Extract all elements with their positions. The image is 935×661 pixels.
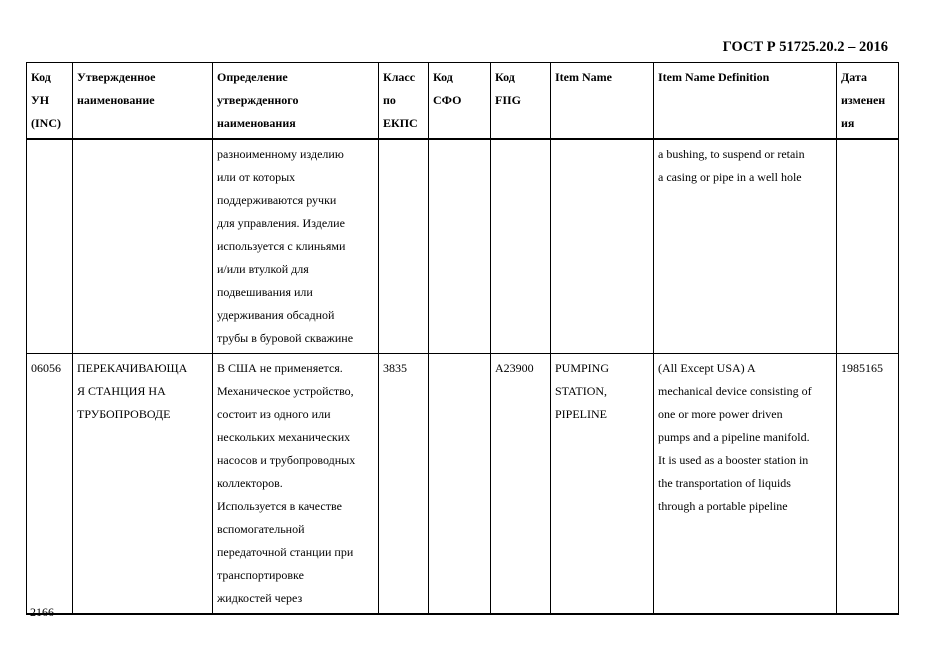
cell-fiig: [491, 139, 551, 354]
cell-date: [837, 139, 899, 354]
table-row: [27, 354, 899, 615]
catalog-table: [26, 62, 899, 615]
cell-item-name: PUMPING STATION, PIPELINE: [551, 354, 654, 615]
table-header-row: [27, 63, 899, 140]
cell-item-definition: (All Except USA) A mechanical device consisting of one or more power driven pumps and a pipeline manifold. It is used as a booster station in the transportation of liquids through a portable pipeline: [654, 354, 837, 615]
header-fiig-code: Код FIIG: [491, 63, 551, 140]
table-row: [27, 139, 899, 354]
cell-class: 3835: [379, 354, 429, 615]
cell-class: [379, 139, 429, 354]
cell-name: [73, 139, 213, 354]
cell-fiig: A23900: [491, 354, 551, 615]
header-inc-code: Код УН (INC): [27, 63, 73, 140]
cell-date: 1985165: [837, 354, 899, 615]
header-approved-name: Утвержденное наименование: [73, 63, 213, 140]
cell-name: ПЕРЕКАЧИВАЮЩА Я СТАНЦИЯ НА ТРУБОПРОВОДЕ: [73, 354, 213, 615]
cell-inc: 06056: [27, 354, 73, 615]
header-sfo-code: Код СФО: [429, 63, 491, 140]
document-standard-header: ГОСТ Р 51725.20.2 – 2016: [722, 39, 888, 55]
cell-item-definition: a bushing, to suspend or retain a casing or pipe in a well hole: [654, 139, 837, 354]
cell-inc: [27, 139, 73, 354]
cell-item-name: [551, 139, 654, 354]
page-number: 2166: [30, 605, 54, 619]
cell-definition: разноименному изделию или от которых поддерживаются ручки для управления. Изделие используется с клиньями и/или втулкой для подвешивания или удерживания обсадной трубы в буровой скважине: [213, 139, 379, 354]
header-item-name-definition: Item Name Definition: [654, 63, 837, 140]
header-name-definition: Определение утвержденного наименования: [213, 63, 379, 140]
cell-sfo: [429, 139, 491, 354]
cell-sfo: [429, 354, 491, 615]
cell-definition: В США не применяется. Механическое устройство, состоит из одного или нескольких механических насосов и трубопроводных коллекторов. Используется в качестве вспомогательной передаточной станции при транспортировке жидкостей через: [213, 354, 379, 615]
header-ekps-class: Класс по ЕКПС: [379, 63, 429, 140]
header-change-date: Дата изменен ия: [837, 63, 899, 140]
header-item-name: Item Name: [551, 63, 654, 140]
